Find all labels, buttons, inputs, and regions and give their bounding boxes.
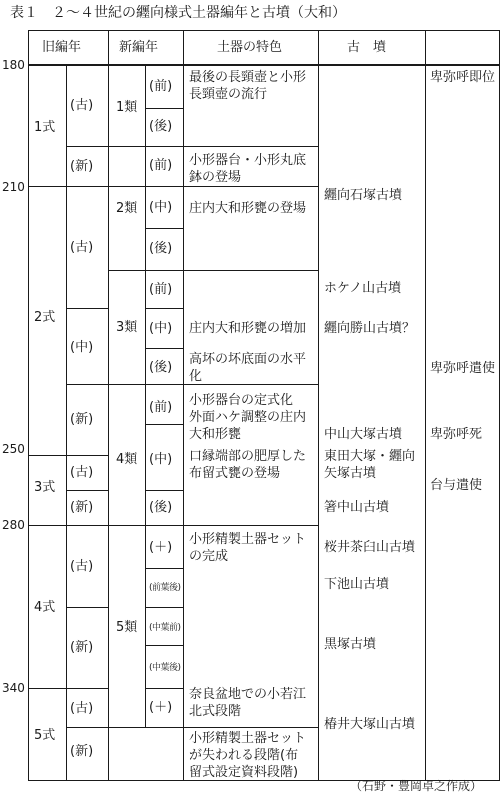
feature-2b: 鉢の登場: [189, 170, 242, 185]
new-sub: (前): [149, 158, 173, 173]
feature-6b: が失われる段階(布: [189, 748, 299, 763]
new-sub-line: [145, 607, 183, 608]
tomb-higaida-otsuka: 東田大塚・纒向: [324, 449, 416, 464]
new-sub: (中葉後): [149, 663, 181, 673]
tomb-nakayama-otsuka: 中山大塚古墳: [324, 427, 403, 442]
feature-4c: 大和形甕: [189, 427, 242, 442]
new-sub: (中): [149, 452, 173, 467]
header-old-edition: 旧編年: [42, 40, 82, 55]
new-sub-line: [145, 108, 183, 109]
feature-5c: 奈良盆地での小若江: [189, 687, 307, 702]
new-sub-line: [145, 568, 183, 569]
old-sub: (新): [70, 159, 94, 174]
new-sub-line: [145, 348, 183, 349]
new-rui-3: 3類: [116, 320, 138, 335]
feature-6a: 小形精製土器セット: [189, 731, 307, 746]
new-sub: (＋): [149, 540, 173, 555]
old-sub: (新): [70, 744, 94, 759]
new-sub: (前葉後): [149, 583, 181, 593]
old-sub: (古): [70, 240, 94, 255]
tomb-shimoikeyama: 下池山古墳: [324, 577, 390, 592]
header-pottery-features: 土器の特色: [217, 40, 283, 55]
new-sub: (＋): [149, 700, 173, 715]
new-sub: (中): [149, 321, 173, 336]
old-sub-line: [66, 146, 108, 147]
old-sub-line: [66, 384, 108, 385]
new-sub: (中葉前): [149, 623, 181, 633]
feature-5a: 小形精製土器セット: [189, 532, 307, 547]
year-180: 180: [2, 58, 25, 72]
tomb-makimuku-katsuyama: 纒向勝山古墳？: [324, 321, 416, 336]
feature-3c: 化: [189, 369, 203, 384]
year-line-340: [28, 688, 108, 689]
col-divider-features-tombs: [318, 30, 319, 781]
old-shiki-1: 1式: [34, 120, 56, 135]
new-sub-line: [145, 228, 183, 229]
col-divider-new-features: [183, 30, 184, 781]
new-rui-2: 2類: [116, 201, 138, 216]
new-sub: (前): [149, 282, 173, 297]
feature-4d: 口縁端部の肥厚した: [189, 449, 307, 464]
new-sub: (中): [149, 200, 173, 215]
feature-5b: の完成: [189, 549, 229, 564]
new-sub: (後): [149, 360, 173, 375]
tomb-hashinakayama: 箸中山古墳: [324, 500, 390, 515]
new-sub-line: [145, 490, 183, 491]
year-line-210: [28, 186, 318, 187]
rui-line: [108, 727, 318, 728]
old-shiki-3: 3式: [34, 480, 56, 495]
year-250: 250: [2, 442, 25, 456]
new-sub: (後): [149, 119, 173, 134]
feature-6c: 留式設定資料段階): [189, 765, 299, 780]
col-divider-tombs-events: [425, 30, 426, 781]
old-shiki-5: 5式: [34, 728, 56, 743]
old-sub-line: [66, 490, 108, 491]
old-sub: (新): [70, 412, 94, 427]
rui-line: [108, 146, 318, 147]
feature-2c: 庄内大和形甕の登場: [189, 201, 307, 216]
feature-1b: 長頸壺の流行: [189, 87, 268, 102]
table-title: 表１ ２～４世紀の纒向様式土器編年と古墳（大和）: [10, 5, 346, 21]
old-sub-line: [66, 727, 108, 728]
old-sub-line: [66, 607, 108, 608]
year-line-250: [28, 455, 108, 456]
tomb-kurozuka: 黒塚古墳: [324, 637, 377, 652]
event-toyo-envoy: 台与遣使: [430, 478, 483, 493]
year-line-280: [28, 525, 318, 526]
feature-1a: 最後の長頸壺と小形: [189, 70, 307, 85]
col-divider-new-sub: [145, 64, 146, 727]
event-himiko-envoy: 卑弥呼遣使: [430, 361, 496, 376]
new-sub-line: [145, 424, 183, 425]
old-sub: (古): [70, 701, 94, 716]
feature-4a: 小形器台の定式化: [189, 393, 294, 408]
feature-4b: 外面ハケ調整の庄内: [189, 410, 307, 425]
old-shiki-4: 4式: [34, 600, 56, 615]
rui-line: [108, 270, 318, 271]
new-sub-line: [145, 688, 183, 689]
tomb-tsubai-otsukayama: 椿井大塚山古墳: [324, 717, 416, 732]
old-sub: (新): [70, 640, 94, 655]
tomb-hokenoyama: ホケノ山古墳: [324, 281, 402, 296]
new-rui-4: 4類: [116, 452, 138, 467]
feature-5d: 北式段階: [189, 704, 242, 719]
year-340: 340: [2, 681, 25, 695]
header-new-edition: 新編年: [119, 40, 159, 55]
old-sub-line: [66, 308, 108, 309]
new-sub: (後): [149, 241, 173, 256]
feature-2a: 小形器台・小形丸底: [189, 153, 307, 168]
old-sub: (中): [70, 340, 94, 355]
feature-3a: 庄内大和形甕の増加: [189, 321, 307, 336]
new-sub: (前): [149, 79, 173, 94]
old-sub: (古): [70, 98, 94, 113]
col-divider-old-sub: [66, 64, 67, 781]
event-himiko-death: 卑弥呼死: [430, 427, 483, 442]
feature-4e: 布留式甕の登場: [189, 466, 281, 481]
year-280: 280: [2, 518, 25, 532]
year-210: 210: [2, 180, 25, 194]
new-rui-5: 5類: [116, 620, 138, 635]
header-bottom-border: [28, 64, 500, 66]
new-sub: (前): [149, 400, 173, 415]
tomb-makimuku-ishizuka: 纒向石塚古墳: [324, 188, 403, 203]
table-top-border: [28, 30, 500, 31]
old-shiki-2: 2式: [34, 310, 56, 325]
new-rui-1: 1類: [116, 100, 138, 115]
table-left-border: [28, 30, 29, 781]
new-sub-line: [145, 645, 183, 646]
old-sub: (古): [70, 465, 94, 480]
old-sub: (新): [70, 500, 94, 515]
rui-line: [108, 384, 318, 385]
col-divider-old-new: [108, 30, 109, 781]
new-sub: (後): [149, 500, 173, 515]
source-note: （石野・豊岡卓之作成）: [350, 779, 483, 793]
tomb-yazuka: 矢塚古墳: [324, 466, 377, 481]
tomb-sakurai-chausuyama: 桜井茶臼山古墳: [324, 540, 416, 555]
event-himiko-enthroned: 卑弥呼即位: [430, 70, 496, 85]
new-sub-line: [145, 308, 183, 309]
header-tombs: 古 墳: [347, 40, 387, 55]
old-sub: (古): [70, 559, 94, 574]
feature-3b: 高坏の坏底面の水平: [189, 352, 307, 367]
